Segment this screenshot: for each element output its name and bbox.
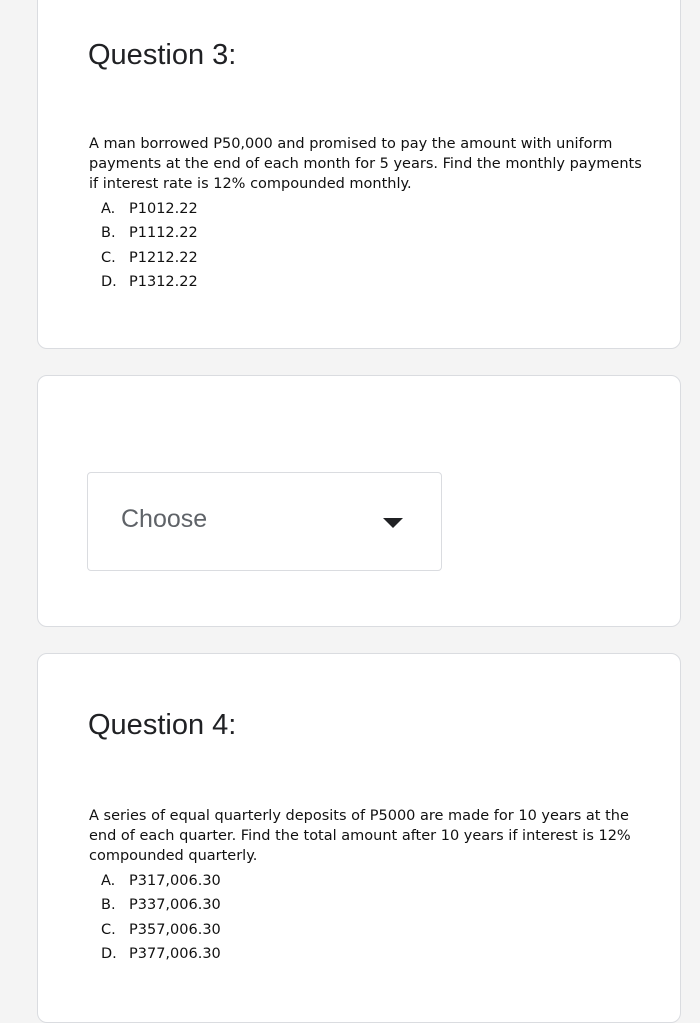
question-3-choices [101,197,198,294]
choice-d [101,270,198,294]
choice-letter: A. [101,873,116,889]
choice-value: P1312.22 [129,273,198,290]
answer-dropdown[interactable] [87,472,442,571]
choice-a [101,869,221,893]
choice-value: P377,006.30 [129,945,221,962]
choice-letter: D. [101,273,117,290]
choice-b [101,893,221,917]
choice-letter: D. [101,945,117,962]
choice-value: P357,006.30 [129,921,221,938]
choice-c [101,246,198,270]
choice-c [101,918,221,942]
question-4-choices [101,869,221,966]
choice-value: P1112.22 [129,225,198,242]
choice-value: P317,006.30 [129,873,221,889]
dropdown-placeholder: Choose [121,505,208,533]
choice-d [101,942,221,966]
question-4-text: A series of equal quarterly deposits of P5000 are made for 10 years at the end of each quarter. Find the total amount after 10 years if interest is 12% compounded quarterly. [89,808,631,864]
choice-letter: C. [101,921,116,938]
choice-a [101,197,198,221]
question-4-title: Question 4: [88,709,237,741]
choice-b [101,221,198,245]
question-3-text: A man borrowed P50,000 and promised to pay the amount with uniform payments at the end of each month for 5 years. Find the monthly payments if interest rate is 12% compounded monthly. [89,136,642,192]
choice-letter: B. [101,897,116,914]
choice-value: P1012.22 [129,201,198,217]
choice-letter: B. [101,225,116,242]
choice-value: P1212.22 [129,249,198,266]
choice-letter: C. [101,249,116,266]
choice-value: P337,006.30 [129,897,221,914]
dropdown-arrow-icon [383,518,403,528]
answer-card [37,375,681,627]
choice-letter: A. [101,201,116,217]
question-3-title: Question 3: [88,39,237,71]
question-3-card [37,0,681,349]
question-4-card [37,653,681,1023]
